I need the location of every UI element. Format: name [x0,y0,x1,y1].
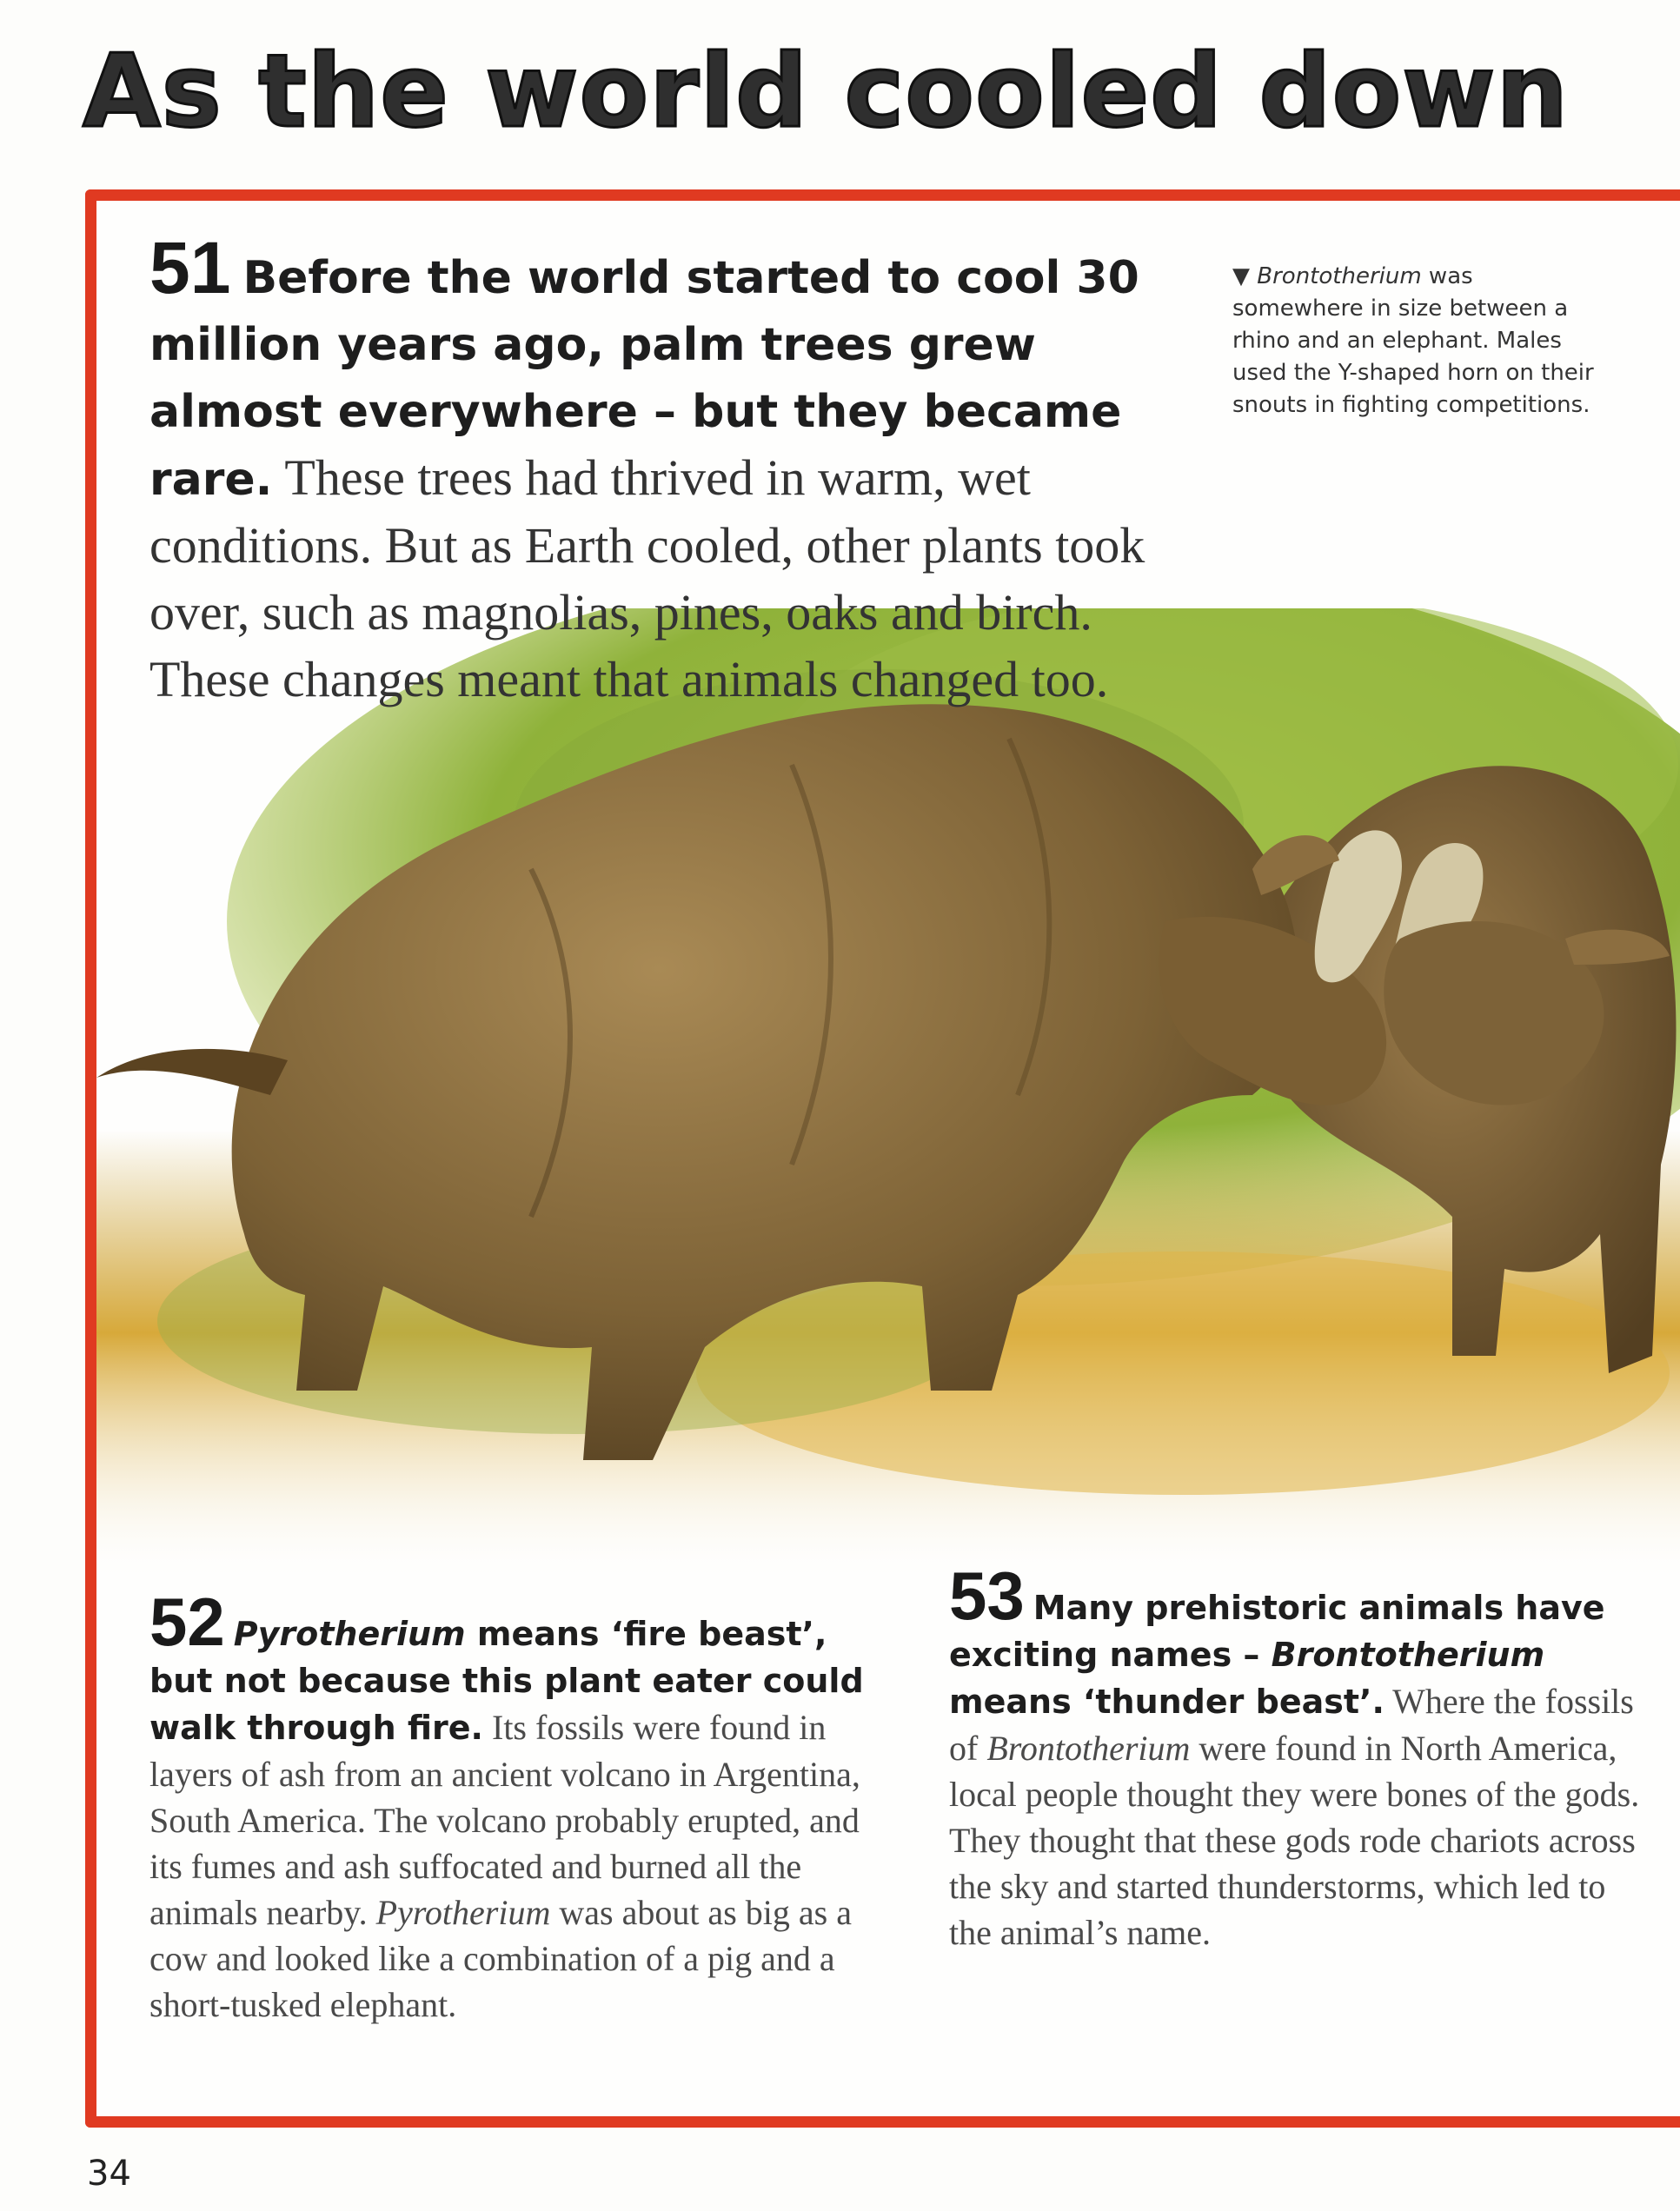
fact-body-end: were found in North America, local people thought they were bones of the gods. They thought that these gods rode chariots across the sky and started thunderstorms, which led to the animal’s name. [949,1729,1640,1952]
fact-number: 53 [949,1557,1025,1634]
headline-text: means ‘fire beast’, but not because this plant eater could walk through fire. [149,1615,864,1747]
headline-species: Brontotherium [1271,1636,1545,1674]
fact-number: 52 [149,1584,225,1660]
caption-arrow-icon: ▼ [1232,263,1250,289]
fact-51 [149,227,1192,714]
headline-text: Many prehistoric animals have exciting names – [949,1589,1605,1674]
headline-species: Pyrotherium [233,1615,466,1653]
fact-headline: Before the world started to cool 30 million years ago, palm trees grew almost everywhere – but they became rare. [149,252,1139,506]
fact-52 [149,1584,871,2028]
fact-number: 51 [149,227,231,309]
fact-body: Its fossils were found in layers of ash from an ancient volcano in Argentina, South America. The volcano probably erupted, and its fumes and ash suffocated and burned all the animals nearby. [149,1708,860,1932]
brontotherium-illustration [96,608,1680,1582]
caption-species: Brontotherium [1257,263,1422,289]
fact-body-end: was about as big as a cow and looked like a combination of a pig and a short-tusked elephant. [149,1893,852,2024]
caption-text: was somewhere in size between a rhino and an elephant. Males used the Y-shaped horn on their snouts in fighting competitions. [1232,263,1594,418]
illustration-caption [1232,261,1597,422]
headline-text-end: means ‘thunder beast’. [949,1683,1385,1721]
body-species: Pyrotherium [375,1893,551,1932]
fact-body: These trees had thrived in warm, wet conditions. But as Earth cooled, other plants took over, such as magnolias, pines, oaks and birch. These changes meant that animals changed too. [149,449,1145,707]
page-number: 34 [87,2154,131,2194]
fact-body: Where the fossils of [949,1682,1634,1768]
page-title: As the world cooled down [83,33,1570,150]
body-species: Brontotherium [986,1729,1191,1768]
fact-53 [949,1557,1644,1955]
